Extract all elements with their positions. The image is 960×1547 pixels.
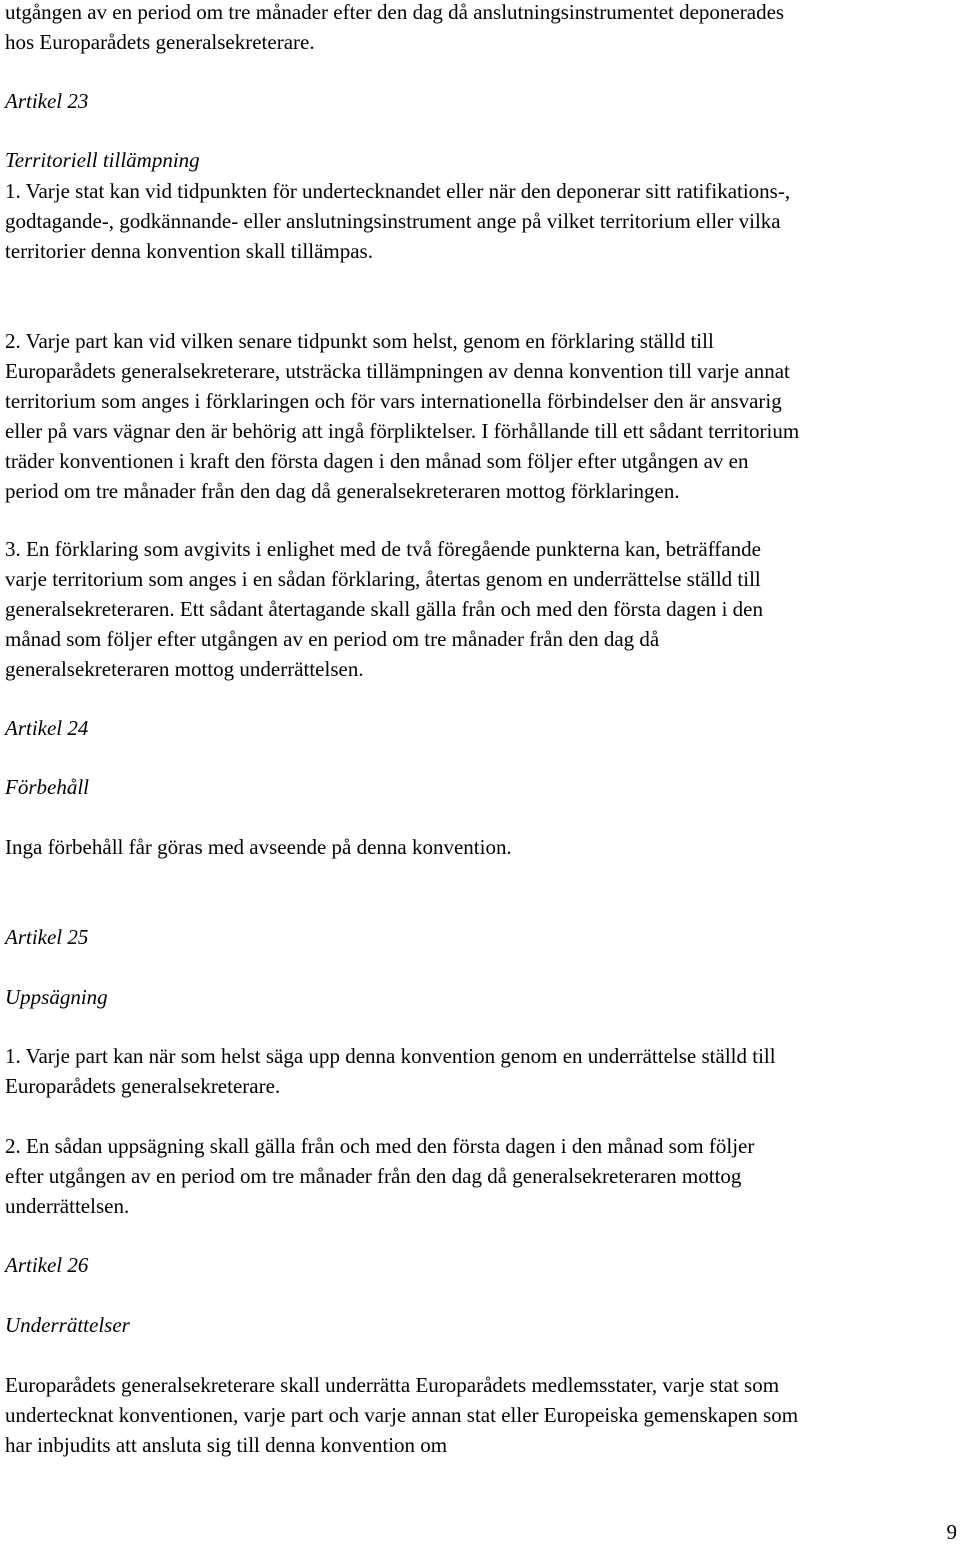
text-line: generalsekreteraren mottog underrättelsen. [5, 657, 364, 681]
text-line: 1. Varje stat kan vid tidpunkten för undertecknandet eller när den deponerar sitt ratifikations-, [5, 179, 791, 203]
article-25-paragraph-2 [5, 1131, 956, 1221]
text-line: 2. Varje part kan vid vilken senare tidpunkt som helst, genom en förklaring ställd till [5, 329, 714, 353]
article-23-number: Artikel 23 [5, 89, 89, 113]
text-line: efter utgången av en period om tre månader från den dag då generalsekreteraren mottog [5, 1164, 742, 1188]
article-26-paragraph-1 [5, 1370, 956, 1460]
article-24-title: Förbehåll [5, 775, 89, 799]
article-25-paragraph-1 [5, 1041, 956, 1101]
text-line: träder konventionen i kraft den första dagen i den månad som följer efter utgången av en [5, 449, 749, 473]
text-line: 2. En sådan uppsägning skall gälla från och med den första dagen i den månad som följer [5, 1134, 755, 1158]
article-23-title: Territoriell tillämpning [5, 148, 200, 172]
text-line: territorier denna konvention skall tillämpas. [5, 239, 373, 263]
text-line: 1. Varje part kan när som helst säga upp denna konvention genom en underrättelse ställd till [5, 1044, 776, 1068]
text-line: har inbjudits att ansluta sig till denna konvention om [5, 1433, 448, 1457]
article-26-number: Artikel 26 [5, 1253, 89, 1277]
article-24-paragraph-1 [5, 832, 956, 862]
article-24-number: Artikel 24 [5, 716, 89, 740]
text-line: territorium som anges i förklaringen och för vars internationella förbindelser den är ansvarig [5, 389, 782, 413]
text-line: underrättelsen. [5, 1194, 130, 1218]
text-line: generalsekreteraren. Ett sådant återtagande skall gälla från och med den första dagen i den [5, 597, 763, 621]
article-23-paragraph-1 [5, 176, 956, 266]
text-line: eller på vars vägnar den är behörig att ingå förpliktelser. I förhållande till ett sådant territorium [5, 419, 800, 443]
text-line: Europarådets generalsekreterare, utsträcka tillämpningen av denna konvention till varje annat [5, 359, 790, 383]
text-line: utgången av en period om tre månader efter den dag då anslutningsinstrumentet deponerades [5, 0, 785, 24]
text-line: Inga förbehåll får göras med avseende på denna konvention. [5, 835, 512, 859]
intro-paragraph [5, 0, 956, 57]
text-line: månad som följer efter utgången av en period om tre månader från den dag då [5, 627, 660, 651]
article-25-number: Artikel 25 [5, 925, 89, 949]
text-line: godtagande-, godkännande- eller anslutningsinstrument ange på vilket territorium eller vilka [5, 209, 781, 233]
page-number: 9 [946, 1520, 957, 1544]
text-line: undertecknat konventionen, varje part och varje annan stat eller Europeiska gemenskapen som [5, 1403, 799, 1427]
text-line: 3. En förklaring som avgivits i enlighet med de två föregående punkterna kan, beträffande [5, 537, 761, 561]
article-26-title: Underrättelser [5, 1313, 130, 1337]
text-line: varje territorium som anges i en sådan förklaring, återtas genom en underrättelse ställd till [5, 567, 761, 591]
text-line: Europarådets generalsekreterare skall underrätta Europarådets medlemsstater, varje stat som [5, 1373, 780, 1397]
text-line: Europarådets generalsekreterare. [5, 1074, 281, 1098]
article-23-paragraph-3 [5, 534, 956, 684]
article-23-paragraph-2 [5, 326, 956, 506]
article-25-title: Uppsägning [5, 985, 108, 1009]
text-line: period om tre månader från den dag då generalsekreteraren mottog förklaringen. [5, 479, 680, 503]
text-line: hos Europarådets generalsekreterare. [5, 30, 315, 54]
